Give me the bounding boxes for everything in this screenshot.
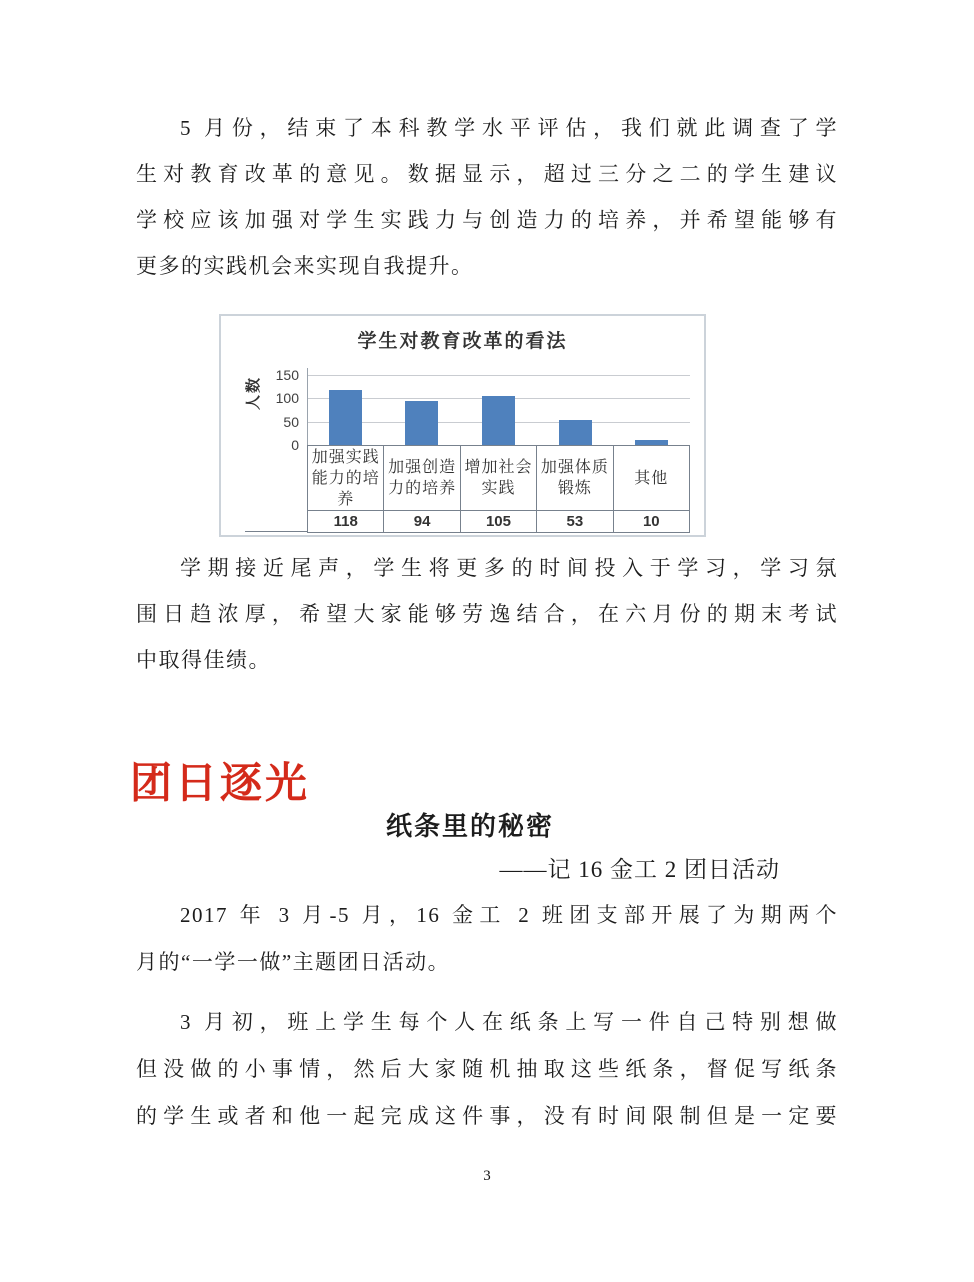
chart-table-bottom-extension <box>245 531 307 532</box>
text-line: 中取得佳绩。 <box>136 648 271 672</box>
y-tick-label: 0 <box>291 437 299 453</box>
text-line: 但没做的小事情，然后大家随机抽取这些纸条，督促写纸条 <box>136 1057 838 1081</box>
text-line: 更多的实践机会来实现自我提升。 <box>136 254 474 278</box>
chart-value-cell: 10 <box>613 510 689 532</box>
body-paragraph-1 <box>136 105 838 289</box>
article-subtitle: ——记 16 金工 2 团日活动 <box>499 857 780 882</box>
chart-category-cell: 其他 <box>613 446 689 510</box>
article-title: 纸条里的秘密 <box>385 812 554 841</box>
chart-value-cell: 105 <box>460 510 536 532</box>
page-number: 3 <box>483 1168 491 1184</box>
chart-category-row <box>307 446 689 510</box>
chart-bar <box>329 390 362 445</box>
chart-value-cell: 53 <box>536 510 612 532</box>
text-line: 围日趋浓厚，希望大家能够劳逸结合，在六月份的期末考试 <box>136 602 838 626</box>
chart-value-cell: 118 <box>307 510 383 532</box>
bar-column <box>460 366 537 445</box>
text-line: 学校应该加强对学生实践力与创造力的培养，并希望能够有 <box>136 208 838 232</box>
bar-column <box>307 366 384 445</box>
bar-column <box>384 366 461 445</box>
bar-column <box>537 366 614 445</box>
chart-bar <box>559 420 592 445</box>
body-paragraph-4 <box>136 999 838 1140</box>
text-line: 学期接近尾声，学生将更多的时间投入于学习，学习氛 <box>180 556 838 580</box>
bar-chart <box>219 314 706 537</box>
chart-category-cell: 增加社会实践 <box>460 446 536 510</box>
chart-value-row <box>307 510 689 532</box>
chart-category-cell: 加强体质锻炼 <box>536 446 612 510</box>
chart-category-cell: 加强实践能力的培养 <box>307 446 383 510</box>
bar-column <box>613 366 690 445</box>
text-line: 生对教育改革的意见。数据显示，超过三分之二的学生建议 <box>136 162 838 186</box>
chart-title: 学生对教育改革的看法 <box>357 331 568 352</box>
section-logo: 团日逐光 <box>130 758 311 807</box>
chart-category-cell: 加强创造力的培养 <box>383 446 459 510</box>
chart-plot-area <box>307 366 690 445</box>
text-line: 的学生或者和他一起完成这件事，没有时间限制但是一定要 <box>136 1104 838 1128</box>
y-tick-label: 150 <box>275 367 299 384</box>
chart-data-table <box>307 445 690 533</box>
chart-value-cell: 94 <box>383 510 459 532</box>
text-line: 月的“一学一做”主题团日活动。 <box>136 950 451 974</box>
chart-bar <box>405 401 438 445</box>
body-paragraph-2 <box>136 545 838 683</box>
chart-y-axis-label: 人数 <box>244 376 262 411</box>
body-paragraph-3 <box>136 892 838 986</box>
text-line: 5 月份，结束了本科教学水平评估，我们就此调查了学 <box>180 116 838 140</box>
chart-bar <box>482 396 515 445</box>
text-line: 2017 年 3 月-5 月，16 金工 2 班团支部开展了为期两个 <box>180 903 838 927</box>
text-line: 3 月初，班上学生每个人在纸条上写一件自己特别想做 <box>180 1010 838 1034</box>
y-tick-label: 50 <box>283 413 299 430</box>
y-tick-label: 100 <box>275 390 299 407</box>
